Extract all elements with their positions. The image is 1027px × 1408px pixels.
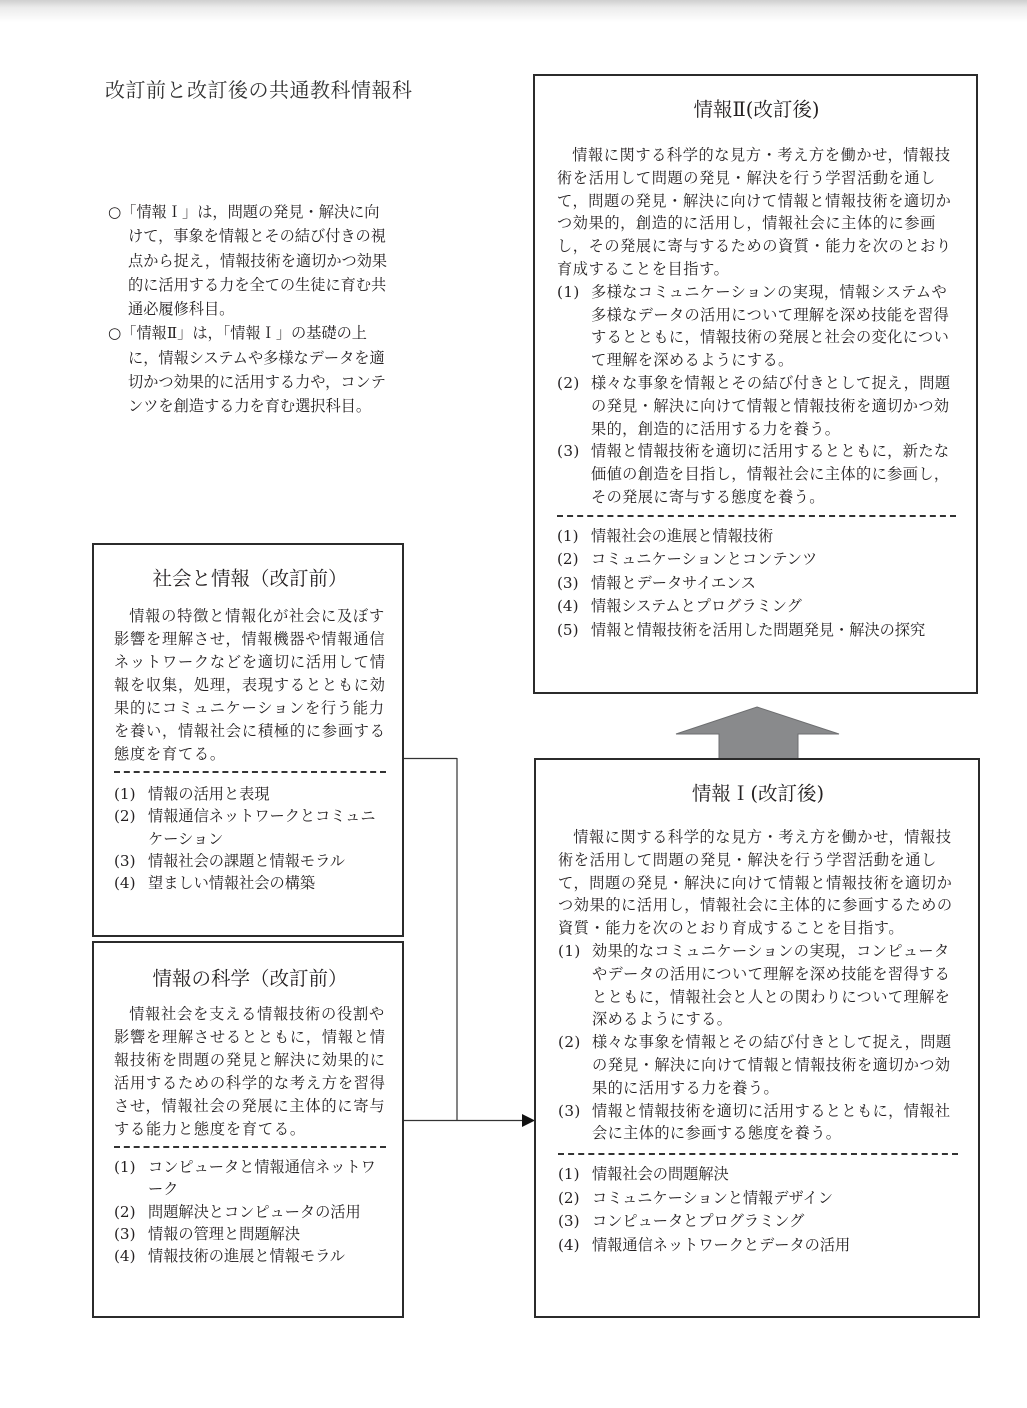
content-item — [114, 805, 386, 850]
goal-item — [558, 940, 958, 1031]
content-number: (4) — [114, 1247, 136, 1266]
goal-number: (1) — [557, 282, 580, 301]
goal-text: 様々な事象を情報とその結び付きとして捉え，問題の発見・解決に向けて情報と情報技術を適切かつ効果的に活用する力を養う。 — [592, 1033, 952, 1097]
content-text: 情報社会の課題と情報モラル — [148, 851, 345, 870]
content-text: 情報とデータサイエンス — [591, 573, 756, 592]
content-item — [114, 872, 386, 894]
content-number: (2) — [114, 807, 136, 826]
box-shakai-to-joho-before — [92, 543, 404, 937]
content-number: (2) — [558, 1188, 580, 1207]
box-joho1-after — [534, 758, 980, 1318]
content-number: (3) — [114, 1224, 136, 1243]
content-number: (1) — [557, 526, 579, 545]
box-description: 情報に関する科学的な見方・考え方を働かせ，情報技術を活用して問題の発見・解決を行う学習活動を通して，問題の発見・解決に向けて情報と情報技術を適切かつ効果的，創造的に活用し，情報社会に主体的に参画し，その発展に寄与するための資質・能力を次のとおり育成することを目指す。 — [557, 146, 952, 278]
contents-list — [557, 525, 956, 643]
content-text: 情報の管理と問題解決 — [148, 1224, 300, 1243]
goal-item — [557, 372, 956, 440]
goal-text: 多様なコミュニケーションの実現，情報システムや多様なデータの活用について理解を深め技能を習得するとともに，情報技術の発展と社会の変化について理解を深めるようにする。 — [591, 282, 950, 370]
box-description: 情報社会を支える情報技術の役割や影響を理解させるとともに，情報と情報技術を問題の発見と解決に効果的に活用するための科学的な考え方を習得させ，情報社会の発展に主体的に寄与する能力と態度を育てる。 — [114, 1005, 386, 1138]
content-item — [557, 572, 956, 596]
content-number: (2) — [114, 1202, 136, 1221]
content-item — [114, 1156, 386, 1201]
goal-number: (3) — [558, 1101, 581, 1120]
goal-number: (3) — [557, 442, 580, 461]
dashed-divider — [114, 1146, 386, 1148]
content-text: 情報通信ネットワークとデータの活用 — [592, 1235, 851, 1254]
content-number: (3) — [114, 851, 136, 870]
content-number: (1) — [558, 1165, 580, 1184]
box-joho2-after — [533, 74, 978, 694]
content-number: (3) — [557, 573, 579, 592]
content-text: 情報通信ネットワークとコミュニケーション — [148, 807, 376, 848]
content-number: (5) — [557, 620, 579, 639]
goal-number: (2) — [557, 373, 580, 392]
dashed-divider — [558, 1153, 958, 1155]
content-number: (1) — [114, 1158, 136, 1176]
content-text: 情報技術の進展と情報モラル — [148, 1247, 345, 1266]
contents-list — [114, 783, 386, 894]
content-text: 情報社会の問題解決 — [592, 1165, 729, 1184]
content-item — [114, 1223, 386, 1245]
goal-item — [557, 440, 956, 508]
circle-bullet-icon: ○ — [108, 203, 122, 221]
box-title: 情報Ⅱ(改訂後) — [693, 98, 820, 121]
goal-text: 情報と情報技術を適切に活用するとともに，新たな価値の創造を目指し，情報社会に主体的に参画し，その発展に寄与する態度を養う。 — [591, 442, 950, 506]
content-item — [114, 1201, 386, 1223]
goals-list — [557, 281, 956, 509]
content-item — [114, 783, 386, 805]
note-text: 「情報Ⅱ」は，「情報Ｉ」の基礎の上に，情報システムや多様なデータを適切かつ効果的に活用する力や，コンテンツを創造する力を育む選択科目。 — [121, 324, 386, 416]
content-number: (4) — [558, 1235, 580, 1254]
box-title: 情報Ｉ(改訂後) — [691, 782, 825, 805]
content-item — [114, 1245, 386, 1267]
arrow-up-icon — [676, 707, 839, 759]
content-item — [557, 548, 956, 572]
goal-item — [558, 1100, 958, 1146]
page-title: 改訂前と改訂後の共通教科情報科 — [105, 78, 413, 102]
content-number: (4) — [557, 597, 579, 616]
box-description: 情報の特徴と情報化が社会に及ぼす影響を理解させ，情報機器や情報通信ネットワークなどを適切に活用して情報を収集，処理，表現するとともに効果的にコミュニケーションを行う能力を養い，情報社会に積極的に参画する態度を育てる。 — [114, 607, 386, 763]
goal-text: 様々な事象を情報とその結び付きとして捉え，問題の発見・解決に向けて情報と情報技術を適切かつ効果的，創造的に活用する力を養う。 — [591, 373, 951, 438]
goal-text: 情報と情報技術を適切に活用するとともに，情報社会に主体的に参画する態度を養う。 — [592, 1101, 951, 1143]
box-title: 社会と情報（改訂前） — [152, 567, 348, 590]
note-text: 「情報Ｉ」は，問題の発見・解決に向けて，事象を情報とその結び付きの視点から捉え，情報技術を適切かつ効果的に活用する力を全ての生徒に育む共通必履修科目。 — [121, 203, 388, 319]
box-title: 情報の科学（改訂前） — [152, 967, 348, 990]
box-description: 情報に関する科学的な見方・考え方を働かせ，情報技術を活用して問題の発見・解決を行う学習活動を通して，問題の発見・解決に向けて情報と情報技術を適切かつ効果的に活用し，情報社会に主体的に参画するための資質・能力を次のとおり育成することを目指す。 — [558, 828, 953, 938]
content-text: 情報と情報技術を活用した問題発見・解決の探究 — [591, 620, 926, 639]
content-item — [558, 1163, 958, 1187]
content-text: コミュニケーションとコンテンツ — [591, 550, 818, 569]
content-number: (2) — [557, 550, 579, 569]
content-item — [558, 1187, 958, 1211]
content-text: 情報社会の進展と情報技術 — [591, 526, 774, 545]
content-item — [557, 619, 956, 643]
content-text: コンピュータとプログラミング — [592, 1212, 805, 1231]
content-text: 望ましい情報社会の構築 — [148, 874, 316, 893]
dashed-divider — [114, 771, 386, 773]
goal-text: 効果的なコミュニケーションの実現，コンピュータやデータの活用について理解を深め技能を習得するとともに，情報社会と人との関わりについて理解を深めるようにする。 — [592, 941, 951, 1029]
content-item — [114, 850, 386, 872]
goal-item — [558, 1031, 958, 1099]
content-number: (3) — [558, 1212, 580, 1231]
goal-item — [557, 281, 956, 372]
dashed-divider — [557, 515, 956, 517]
content-item — [558, 1210, 958, 1234]
content-item — [557, 595, 956, 619]
content-text: コミュニケーションと情報デザイン — [592, 1188, 834, 1207]
goal-number: (2) — [558, 1033, 581, 1052]
goals-list — [558, 940, 958, 1145]
box-joho-no-kagaku-before — [92, 941, 404, 1318]
content-item — [557, 525, 956, 549]
contents-list — [114, 1156, 386, 1267]
content-text: 情報の活用と表現 — [148, 785, 270, 803]
content-text: 情報システムとプログラミング — [591, 597, 802, 616]
circle-bullet-icon: ○ — [108, 324, 122, 343]
content-item — [558, 1234, 958, 1258]
content-text: コンピュータと情報通信ネットワーク — [148, 1158, 376, 1199]
content-number: (1) — [114, 785, 136, 803]
contents-list — [558, 1163, 958, 1257]
goal-number: (1) — [558, 941, 581, 960]
content-text: 問題解決とコンピュータの活用 — [148, 1202, 361, 1221]
content-number: (4) — [114, 874, 136, 893]
